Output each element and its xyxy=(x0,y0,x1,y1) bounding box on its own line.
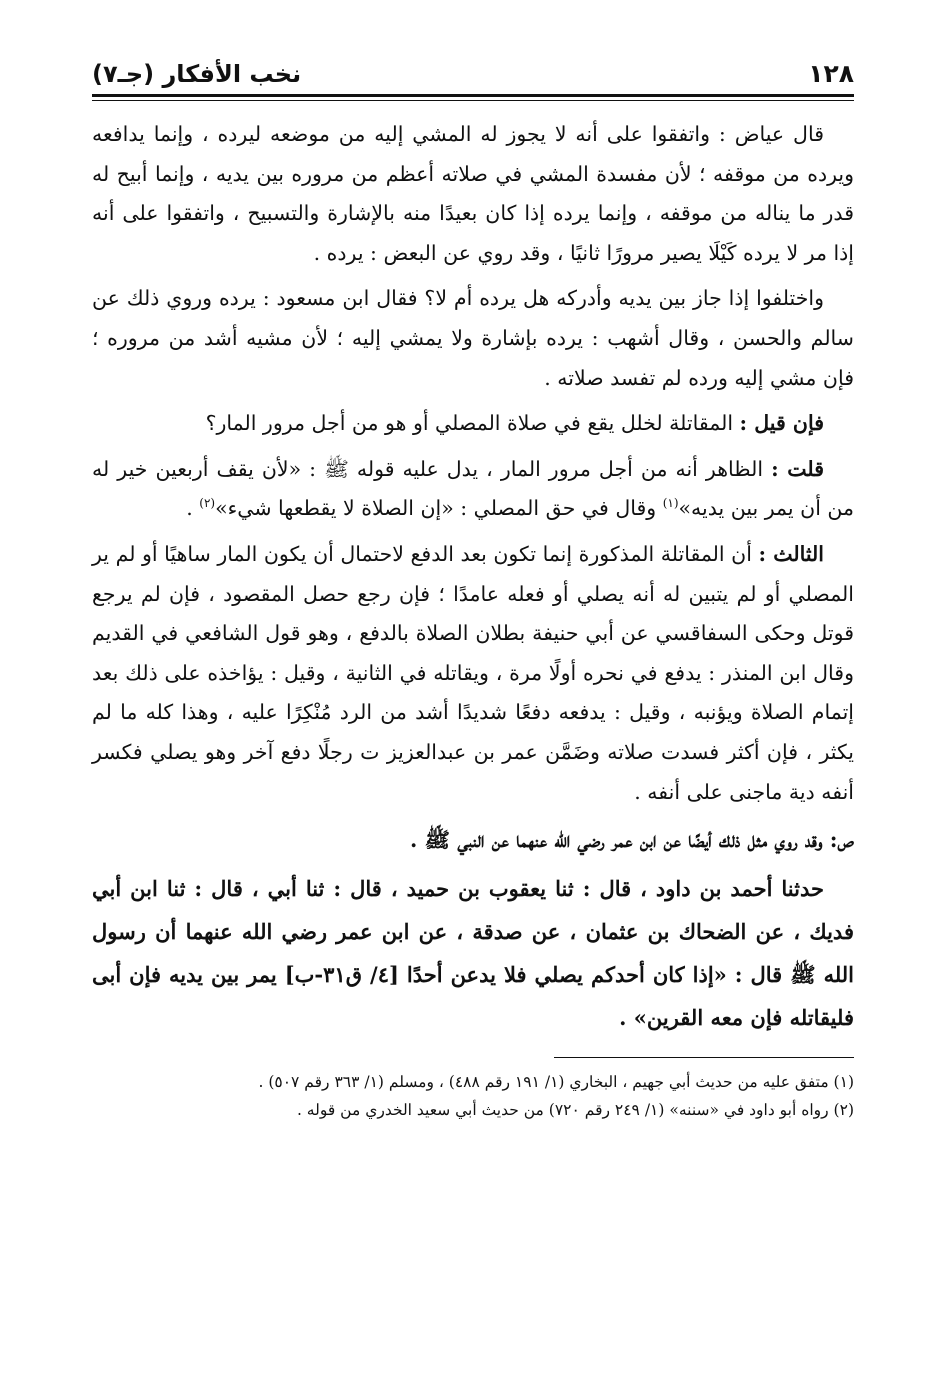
page xyxy=(92,48,854,1124)
paragraph-third xyxy=(92,535,854,812)
answer-text-b: وقال في حق المصلي : «إن الصلاة لا يقطعها شيء» xyxy=(215,496,663,521)
footnote-ref-1: (١) xyxy=(662,496,679,511)
objection-text: المقاتلة لخلل يقع في صلاة المصلي أو هو من أجل مرور المار؟ xyxy=(205,411,740,436)
third-lead: الثالث : xyxy=(758,541,824,566)
running-header xyxy=(92,48,854,88)
header-rule-thick xyxy=(92,94,854,97)
answer-text-a: الظاهر أنه من أجل مرور المار ، يدل عليه قوله ﷺ : «لأن يقف أربعين خير له من أن يمر بين يديه» xyxy=(92,456,854,521)
footnote-ref-2: (٢) xyxy=(199,496,216,511)
paragraph-iyad: قال عياض : واتفقوا على أنه لا يجوز له المشي إليه من موضعه ليرده ، وإنما يدافعه ويرده من موقفه ؛ لأن مفسدة المشي في صلاته أعظم من مروره بين يديه ، وإنما أبيح له قدر ما يناله من موقفه ، وإنما يرده إذا كان بعيدًا منه بالإشارة والتسبيح ، واتفقوا على أنه إذا مر لا يرده كَيْلَا يصير مرورًا ثانيًا ، وقد روي عن البعض : يرده . xyxy=(92,122,854,265)
paragraph-answer xyxy=(92,450,854,529)
paragraph-text-heading: ص: وقد روي مثل ذلك أيضًا عن ابن عمر رضي الله عنهما عن النبي ﷺ . xyxy=(410,827,854,853)
page-number: ١٢٨ xyxy=(808,59,854,88)
third-text: أن المقاتلة المذكورة إنما تكون بعد الدفع لاحتمال أن يكون المار ساهيًا أو لم ير المصلي أو لم يتبين له أنه يصلي أو فعله عامدًا ؛ فإن رجع حصل المقصود ، فإن لم يرجع قوتل وحكى السفاقسي عن أبي حنيفة بطلان الصلاة بالدفع ، وهو قول الشافعي في القديم وقال ابن المنذر : يدفع في نحره أولًا مرة ، ويقاتله في الثانية ، وقيل : يؤاخذه على ذلك بعد إتمام الصلاة ويؤنبه ، وقيل : يدفعه دفعًا شديدًا أشد من الرد مُنْكِرًا عليه ، وهذا كله ما لم يكثر ، فإن أكثر فسدت صلاته وضَمَّن عمر بن عبدالعزيز ت رجلًا دفع آخر وهو يصلي فكسر أنفه دية ماجنى على أنفه . xyxy=(92,541,854,804)
paragraph-disagreement: واختلفوا إذا جاز بين يديه وأدركه هل يرده أم لا؟ فقال ابن مسعود : يرده وروي ذلك عن سالم والحسن ، وقال أشهب : يرده بإشارة ولا يمشي إليه ؛ لأن مشيه أشد من مروره ؛ فإن مشي إليه ورده لم تفسد صلاته . xyxy=(92,286,854,390)
header-rule-thin xyxy=(92,100,854,101)
objection-lead: فإن قيل : xyxy=(739,411,824,436)
answer-lead: قلت : xyxy=(771,456,825,481)
answer-text-c: . xyxy=(186,496,200,521)
footnote-2: (٢) رواه أبو داود في «سننه» (١/ ٢٤٩ رقم ٧٢٠) من حديث أبي سعيد الخدري من قوله . xyxy=(296,1101,854,1120)
footnote-1: (١) متفق عليه من حديث أبي جهيم ، البخاري (١/ ١٩١ رقم ٤٨٨) ، ومسلم (١/ ٣٦٣ رقم ٥٠٧) . xyxy=(258,1073,854,1092)
book-title: نخب الأفكار (جـ٧) xyxy=(92,60,302,88)
paragraph-hadith: حدثنا أحمد بن داود ، قال : ثنا يعقوب بن حميد ، قال : ثنا أبي ، قال : ثنا ابن أبي فديك ، عن الضحاك بن عثمان ، عن صدقة ، عن ابن عمر رضي الله عنهما أن رسول الله ﷺ قال : «إذا كان أحدكم يصلي فلا يدعن أحدًا [٤/ ق٣١-ب] يمر بين يديه فإن أبى فليقاتله فإن معه القرين» . xyxy=(92,876,855,1031)
paragraph-objection xyxy=(92,404,854,444)
footnote-separator xyxy=(554,1057,854,1058)
